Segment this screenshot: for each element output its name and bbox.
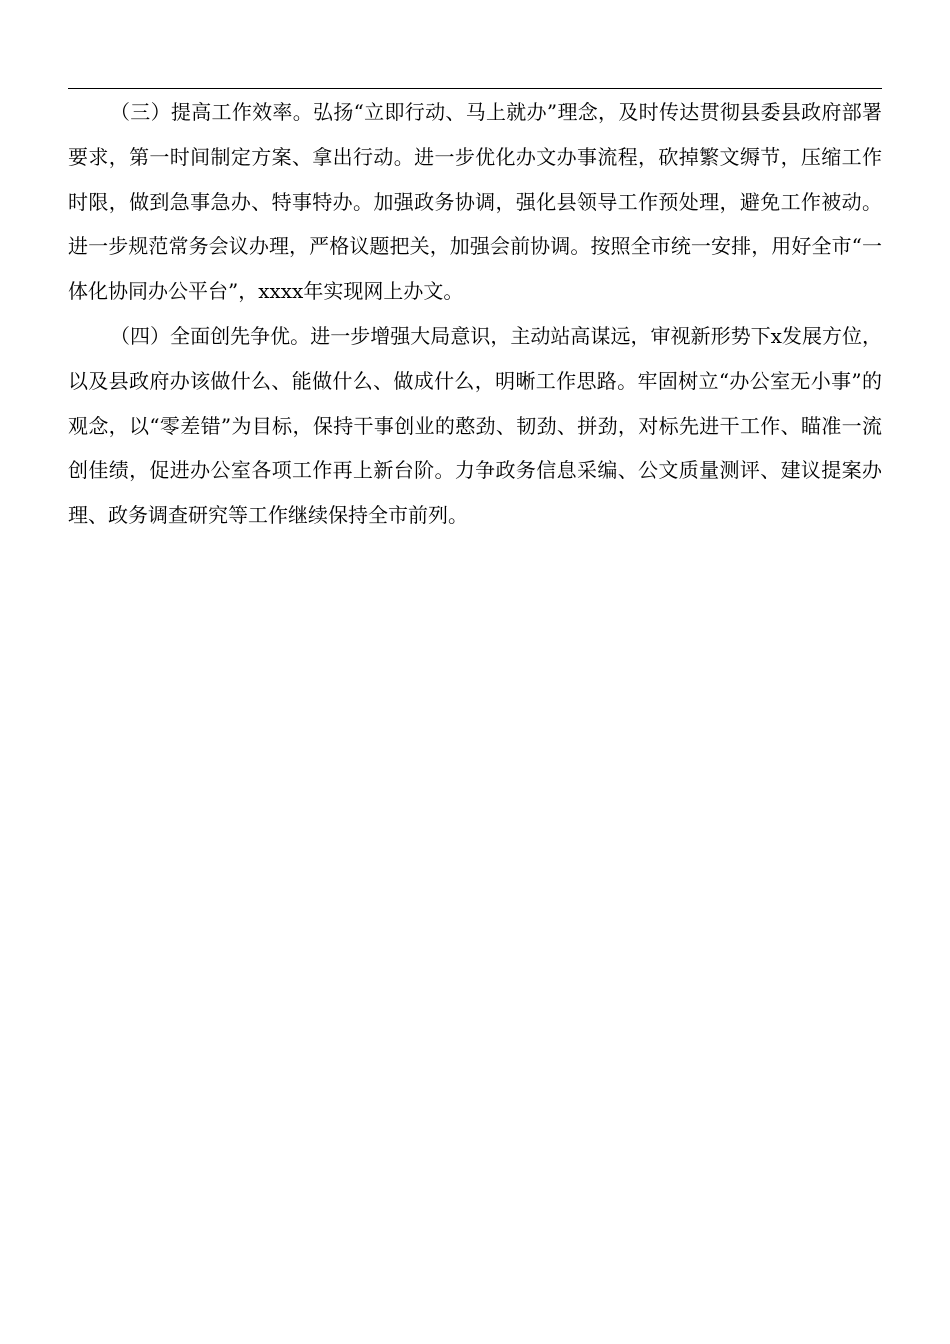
- body-text: [68, 90, 882, 538]
- paragraph-improve-efficiency: （三）提高工作效率。弘扬“立即行动、马上就办”理念，及时传达贯彻县委县政府部署要求，第一时间制定方案、拿出行动。进一步优化办文办事流程，砍掉繁文缛节，压缩工作时限，做到急事急办、特事特办。加强政务协调，强化县领导工作预处理，避免工作被动。进一步规范常务会议办理，严格议题把关，加强会前协调。按照全市统一安排，用好全市“一体化协同办公平台”，xxxx年实现网上办文。: [68, 100, 882, 304]
- paragraph-strive-for-excellence: （四）全面创先争优。进一步增强大局意识，主动站高谋远，审视新形势下x发展方位，以及县政府办该做什么、能做什么、做成什么，明晰工作思路。牢固树立“办公室无小事”的观念，以“零差错”为目标，保持干事创业的憨劲、韧劲、拼劲，对标先进干工作、瞄准一流创佳绩，促进办公室各项工作再上新台阶。力争政务信息采编、公文质量测评、建议提案办理、政务调查研究等工作继续保持全市前列。: [68, 323, 882, 528]
- header-rule: [68, 88, 882, 89]
